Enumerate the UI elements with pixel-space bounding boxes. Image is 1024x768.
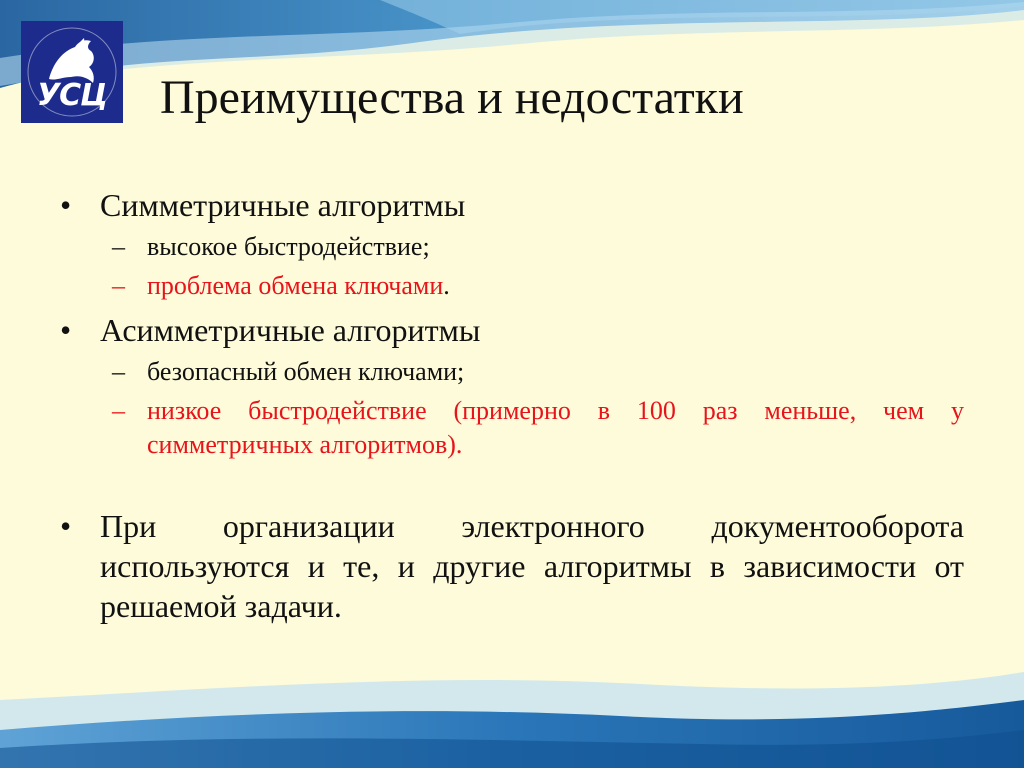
bullet-asymmetric bbox=[60, 310, 964, 350]
logo-abbreviation: УСЦ bbox=[37, 78, 107, 113]
bullet-document-flow-text: При организации электронного документооборота используются и те, и другие алгоритмы в зависимости от решаемой задачи. bbox=[100, 508, 964, 624]
dash-icon: – bbox=[112, 357, 125, 386]
bullet-icon: • bbox=[60, 187, 72, 223]
sub-bullet-text: проблема обмена ключами bbox=[147, 271, 444, 300]
bullet-document-flow bbox=[60, 506, 964, 626]
sub-bullet-text: безопасный обмен ключами; bbox=[147, 357, 465, 386]
sub-bullet-sym-1 bbox=[60, 230, 964, 264]
dash-icon: – bbox=[112, 271, 125, 300]
bullet-icon: • bbox=[60, 508, 72, 544]
slide-title: Преимущества и недостатки bbox=[160, 71, 744, 124]
bullet-symmetric-text: Симметричные алгоритмы bbox=[100, 187, 466, 223]
bullet-asymmetric-text: Асимметричные алгоритмы bbox=[100, 312, 481, 348]
sub-bullet-sym-2 bbox=[60, 269, 964, 303]
sub-bullet-trailing-period: . bbox=[443, 271, 450, 300]
bullet-symmetric bbox=[60, 185, 964, 225]
sub-bullet-text: низкое быстродействие (примерно в 100 раз меньше, чем у симметричных алгоритмов). bbox=[147, 396, 964, 459]
dash-icon: – bbox=[112, 232, 125, 261]
sub-bullet-text: высокое быстродействие; bbox=[147, 232, 430, 261]
sub-bullet-asym-1 bbox=[60, 355, 964, 389]
slide-body bbox=[60, 185, 964, 626]
bullet-icon: • bbox=[60, 312, 72, 348]
sub-bullet-asym-2 bbox=[60, 394, 964, 462]
logo bbox=[21, 21, 123, 123]
dash-icon: – bbox=[112, 396, 125, 425]
